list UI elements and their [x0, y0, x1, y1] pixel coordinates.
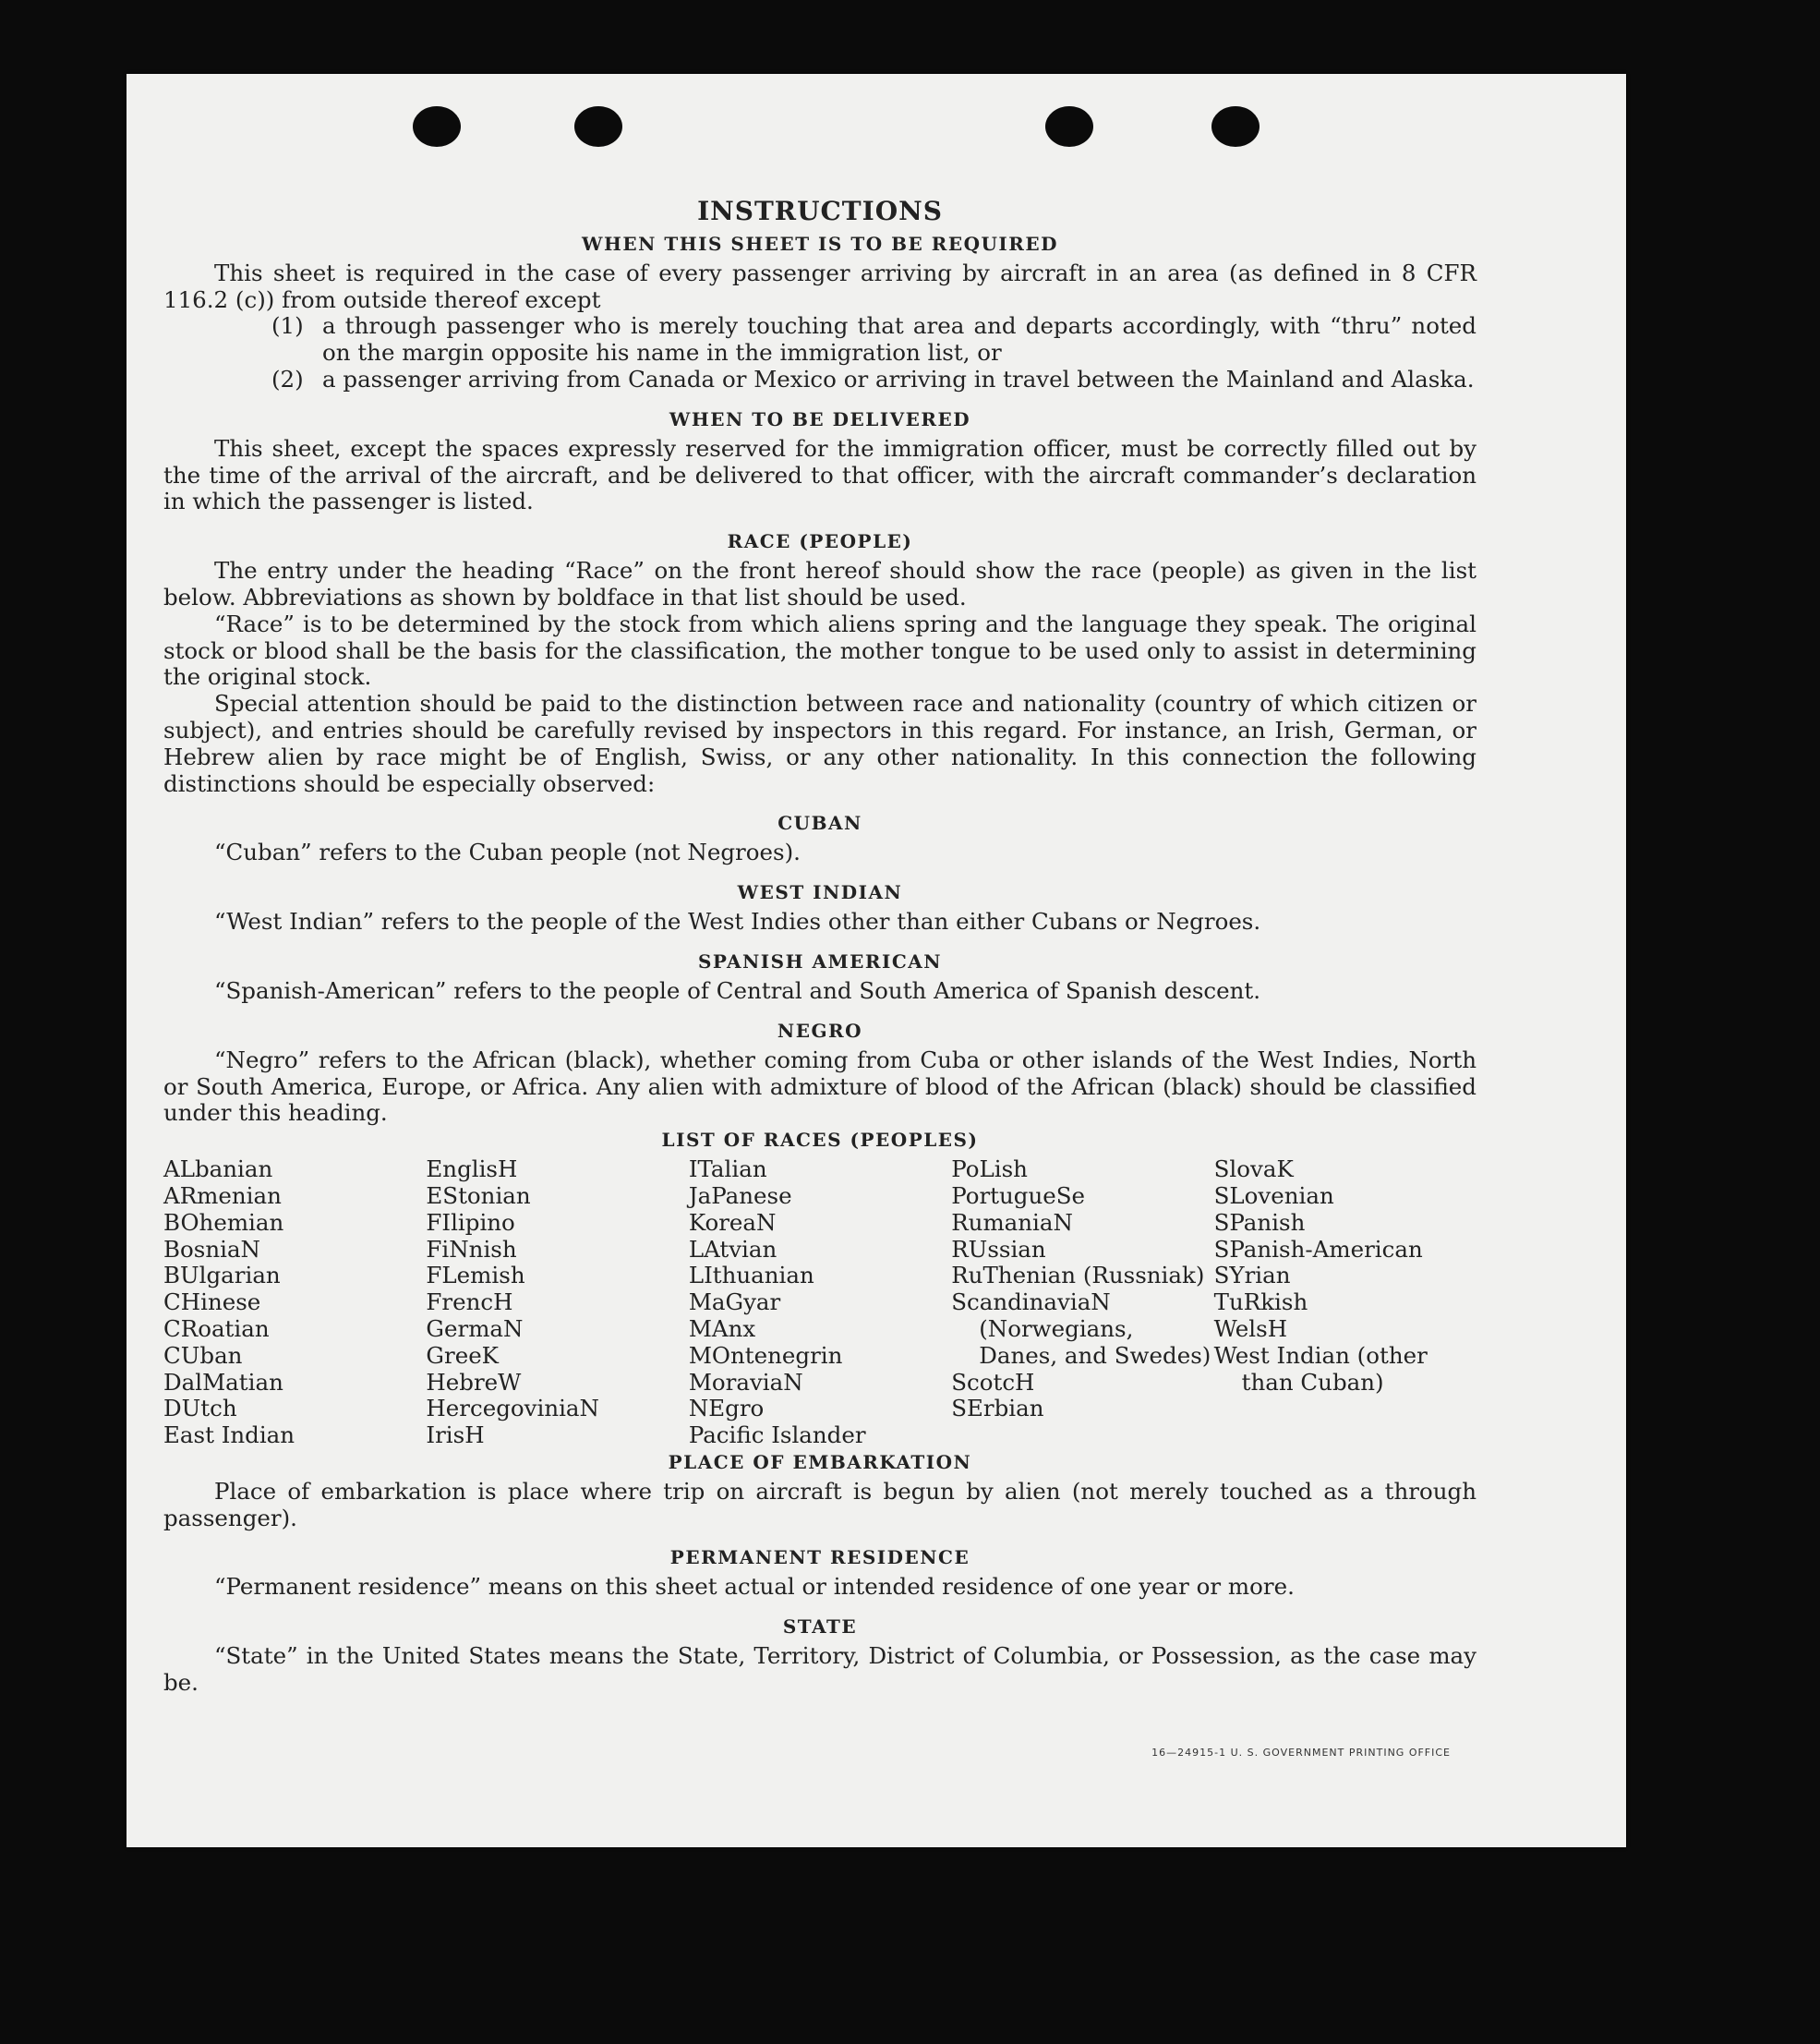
race-entry: SLovenian [1213, 1181, 1334, 1209]
race-entry: PoLish [951, 1155, 1028, 1183]
cuban-text: “Cuban” refers to the Cuban people (not Negroes). [214, 839, 801, 866]
race-entry: HebreW [426, 1368, 522, 1396]
punch-hole [413, 106, 461, 147]
race-entry: ARmenian [163, 1181, 282, 1209]
race-entry: PortugueSe [951, 1181, 1086, 1209]
race-column [163, 1156, 426, 1449]
race-column [951, 1156, 1213, 1449]
race-entry: CHinese [163, 1288, 261, 1316]
section-title-cuban: CUBAN [777, 812, 862, 835]
race-entry: MOntenegrin [688, 1341, 843, 1369]
race-entry: MaGyar [688, 1288, 781, 1316]
section-title-spanish-american: SPANISH AMERICAN [697, 949, 943, 973]
state-text: “State” in the United States means the State, Territory, District of Columbia, or Possession, as the case may be. [163, 1642, 1476, 1697]
race-entry: FLemish [426, 1262, 525, 1289]
race-entry: Pacific Islander [688, 1421, 866, 1449]
race-entry: FIlipino [426, 1208, 515, 1236]
race-entry: SPanish [1213, 1208, 1306, 1236]
race-paragraph: The entry under the heading “Race” on the front hereof should show the race (people) as given in the list below. Abbreviations as shown by boldface in that list should be used. [163, 557, 1476, 611]
section-title-when-delivered: WHEN TO BE DELIVERED [669, 407, 971, 430]
race-entry: DUtch [163, 1395, 237, 1422]
document-title: INSTRUCTIONS [697, 196, 943, 226]
race-entry: EnglisH [426, 1155, 518, 1183]
spanish-american-text: “Spanish-American” refers to the people of Central and South America of Spanish descent. [214, 976, 1261, 1004]
race-entry: ITalian [688, 1155, 767, 1183]
race-column [689, 1156, 951, 1449]
negro-text: “Negro” refers to the African (black), whether coming from Cuba or other islands of the West Indies, North or South America, Europe, or Africa. Any alien with admixture of blood of the African (black) should be classified under this heading. [163, 1046, 1476, 1127]
exception-number: (1) [271, 312, 304, 340]
race-entry: FiNnish [426, 1235, 517, 1263]
race-entry: SErbian [951, 1395, 1044, 1422]
race-entry: EStonian [426, 1181, 531, 1209]
race-entry: TuRkish [1213, 1288, 1308, 1316]
residence-text: “Permanent residence” means on this sheet actual or intended residence of one year or more. [214, 1573, 1295, 1601]
section-title-embarkation: PLACE OF EMBARKATION [668, 1450, 972, 1473]
race-list [163, 1156, 1476, 1449]
section-title-when-required: WHEN THIS SHEET IS TO BE REQUIRED [582, 232, 1058, 255]
section-title-race: RACE (PEOPLE) [727, 530, 913, 553]
race-entry: ALbanian [163, 1155, 273, 1183]
exception-item [271, 313, 1476, 367]
race-entry: FrencH [426, 1288, 513, 1316]
race-entry: GreeK [426, 1341, 499, 1369]
race-entry: MoraviaN [688, 1368, 803, 1396]
when-required-intro: This sheet is required in the case of every passenger arriving by aircraft in an area (as defined in 8 CFR 116.2 (c)) from outside thereof except [163, 259, 1476, 313]
race-entry: West Indian (other than Cuban) [1213, 1341, 1435, 1396]
race-entry: MAnx [688, 1314, 756, 1342]
race-entry: NEgro [688, 1395, 765, 1422]
race-entry: BOhemian [163, 1208, 284, 1236]
race-entry: ScandinaviaN (Norwegians, Danes, and Swedes) [951, 1288, 1211, 1369]
exception-number: (2) [271, 365, 304, 393]
printing-office-code: 16—24915-1 U. S. GOVERNMENT PRINTING OFFICE [1151, 1747, 1451, 1759]
document-body [163, 196, 1476, 1697]
section-title-state: STATE [782, 1615, 858, 1639]
race-entry: SYrian [1213, 1262, 1291, 1289]
race-column [1214, 1156, 1476, 1449]
race-entry: ScotcH [951, 1368, 1035, 1396]
exception-item [271, 367, 1476, 393]
race-entry: BUlgarian [163, 1262, 281, 1289]
race-paragraph: “Race” is to be determined by the stock from which aliens spring and the language they speak. The original stock or blood shall be the basis for the classification, the mother tongue to be used only to assist in determining the original stock. [163, 610, 1476, 691]
section-title-negro: NEGRO [777, 1019, 863, 1042]
race-entry: SlovaK [1213, 1155, 1294, 1183]
punch-hole [1211, 106, 1260, 147]
race-entry: KoreaN [688, 1208, 777, 1236]
race-entry: RUssian [951, 1235, 1046, 1263]
race-entry: East Indian [163, 1421, 295, 1449]
race-entry: IrisH [426, 1421, 485, 1449]
race-entry: CUban [163, 1341, 243, 1369]
race-entry: SPanish-American [1213, 1235, 1423, 1263]
embarkation-text: Place of embarkation is place where trip on aircraft is begun by alien (not merely touched as a through passenger). [163, 1477, 1476, 1531]
race-entry: BosniaN [163, 1235, 260, 1263]
race-entry: RumaniaN [951, 1208, 1073, 1236]
when-delivered-text: This sheet, except the spaces expressly reserved for the immigration officer, must be correctly filled out by the time of the arrival of the aircraft, and be delivered to that officer, with the aircraft commander’s declaration in which the passenger is listed. [163, 434, 1476, 515]
section-title-residence: PERMANENT RESIDENCE [669, 1546, 970, 1569]
instruction-sheet [127, 74, 1626, 1847]
exception-text: a passenger arriving from Canada or Mexico or arriving in travel between the Mainland and Alaska. [322, 365, 1475, 393]
punch-hole [574, 106, 622, 147]
race-entry: LIthuanian [688, 1262, 814, 1289]
race-entry: GermaN [426, 1314, 524, 1342]
section-title-west-indian: WEST INDIAN [737, 881, 903, 904]
race-entry: DalMatian [163, 1368, 283, 1396]
race-entry: HercegoviniaN [426, 1395, 599, 1422]
exception-text: a through passenger who is merely touching that area and departs accordingly, with “thru” noted on the margin opposite his name in the immigration list, or [322, 312, 1476, 367]
race-entry: CRoatian [163, 1314, 270, 1342]
race-entry: WelsH [1213, 1314, 1288, 1342]
west-indian-text: “West Indian” refers to the people of the West Indies other than either Cubans or Negroes. [214, 908, 1261, 936]
race-paragraph: Special attention should be paid to the distinction between race and nationality (country of which citizen or subject), and entries should be carefully revised by inspectors in this regard. For instance, an Irish, German, or Hebrew alien by race might be of English, Swiss, or any other nationality. In this connection the following distinctions should be especially observed: [163, 690, 1476, 797]
race-entry: RuThenian (Russniak) [951, 1262, 1205, 1289]
punch-hole [1045, 106, 1093, 147]
race-entry: LAtvian [688, 1235, 777, 1263]
race-column [426, 1156, 688, 1449]
section-title-list-of-races: LIST OF RACES (PEOPLES) [661, 1129, 979, 1152]
race-entry: JaPanese [688, 1181, 792, 1209]
